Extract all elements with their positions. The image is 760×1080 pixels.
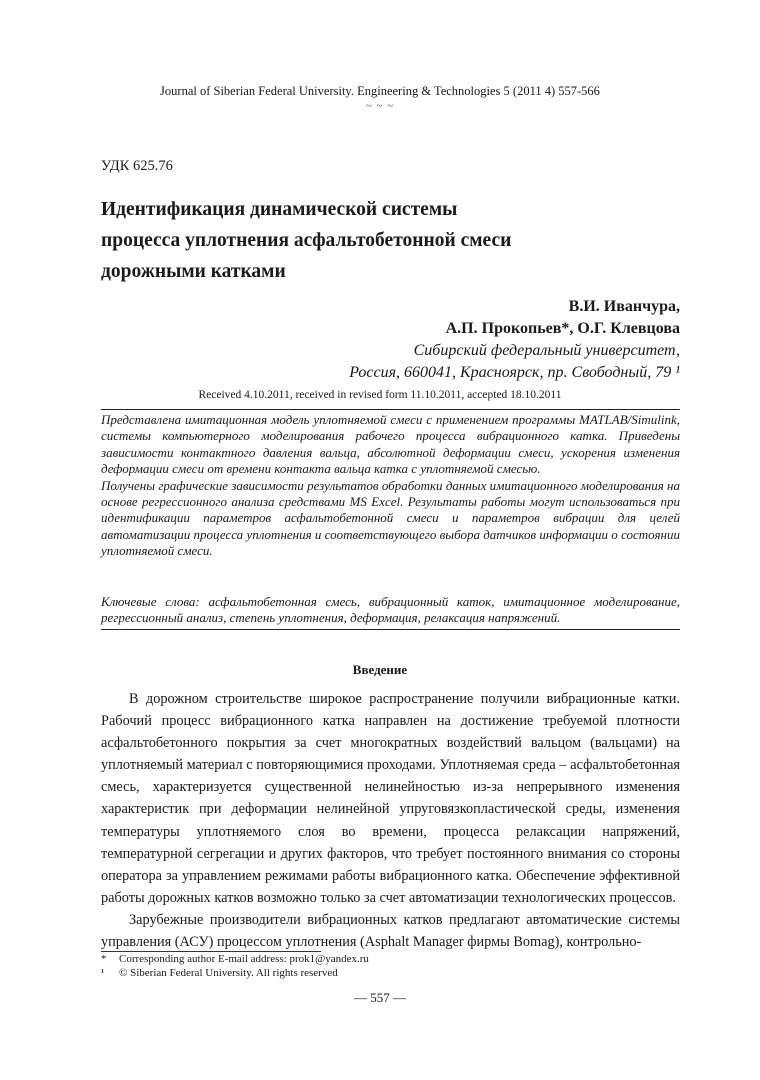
paper-title [101,194,661,287]
header-ornament: ~ ~ ~ [365,100,395,112]
title-line: дорожными катками [101,261,286,282]
authors-block [300,296,680,384]
affiliation-line-1: Сибирский федеральный университет, [413,342,680,359]
udk-code: УДК 625.76 [101,158,173,174]
footnote-text: Corresponding author E-mail address: prok1@yandex.ru [119,953,369,965]
section-heading: Введение [352,662,408,677]
footnote [101,953,680,967]
page-number: — 557 — [354,990,406,1005]
footnote [101,967,680,981]
author-line-2: А.П. Прокопьев*, О.Г. Клевцова [445,320,680,337]
abstract-paragraph: Представлена имитационная модель уплотняемой смеси с применением программы MATLAB/Simulink, системы компьютерного моделирования рабочего процесса вибрационного катка. Приведены зависимости контактного давления вальца, абсолютной деформации смеси, ускорения изменения деформации смеси от времени контакта вальца катка с уплотняемой смесью. [101,412,680,477]
keywords: Ключевые слова: асфальтобетонная смесь, вибрационный каток, имитационное моделирование, регрессионный анализ, степень уплотнения, деформация, релаксация напряжений. [101,594,680,626]
footnote-mark: * [101,953,107,965]
abstract [101,412,680,560]
title-line: Идентификация динамической системы [101,199,458,220]
abstract-paragraph: Получены графические зависимости результатов обработки данных имитационного моделирования на основе регрессионного анализа средствами MS Excel. Результаты работы могут использоваться при идентификации параметров асфальтобетонной смеси и параметров вибрации для целей автоматизации процесса уплотнения и соответствующего выбора датчиков информации о состоянии уплотняемой смеси. [101,477,680,559]
affiliation-line-2: Россия, 660041, Красноярск, пр. Свободный, 79 ¹ [349,364,680,381]
received-dates: Received 4.10.2011, received in revised form 11.10.2011, accepted 18.10.2011 [198,389,562,401]
body-paragraph: Зарубежные производители вибрационных катков предлагают автоматические системы управления (АСУ) процессом уплотнения (Asphalt Manager фирмы Bomag), контрольно- [101,911,680,951]
footnotes [101,953,680,980]
footnote-text: © Siberian Federal University. All rights reserved [119,966,338,979]
body-text [101,688,680,953]
journal-header: Journal of Siberian Federal University. Engineering & Technologies 5 (2011 4) 557-566 [160,84,600,98]
footnote-mark: ¹ [101,966,105,979]
author-line-1: В.И. Иванчура, [568,298,680,315]
abstract-top-rule [101,409,680,410]
title-line: процесса уплотнения асфальтобетонной смеси [101,230,512,251]
body-paragraph: В дорожном строительстве широкое распространение получили вибрационные катки. Рабочий процесс вибрационного катка направлен на достижение требуемой плотности асфальтобетонного покрытия за счет многократных воздействий вальцом (вальцами) на уплотняемый материал с повторяющимися проходами. Уплотняемая среда – асфальтобетонная смесь, характеризуется существенной нелинейностью из-за непрерывного изменения характеристик при деформации нелинейной упруговязкопластической среды, изменения температуры уплотняемого слоя во времени, процесса релаксации напряжений, температурной сегрегации и других факторов, что требует постоянного внимания со стороны оператора за управлением режимами работы вибрационного катка. Обеспечение эффективной работы дорожных катков возможно только за счет автоматизации технологических процессов. [101,691,680,906]
abstract-bottom-rule [101,629,680,630]
footnote-rule [101,951,321,952]
